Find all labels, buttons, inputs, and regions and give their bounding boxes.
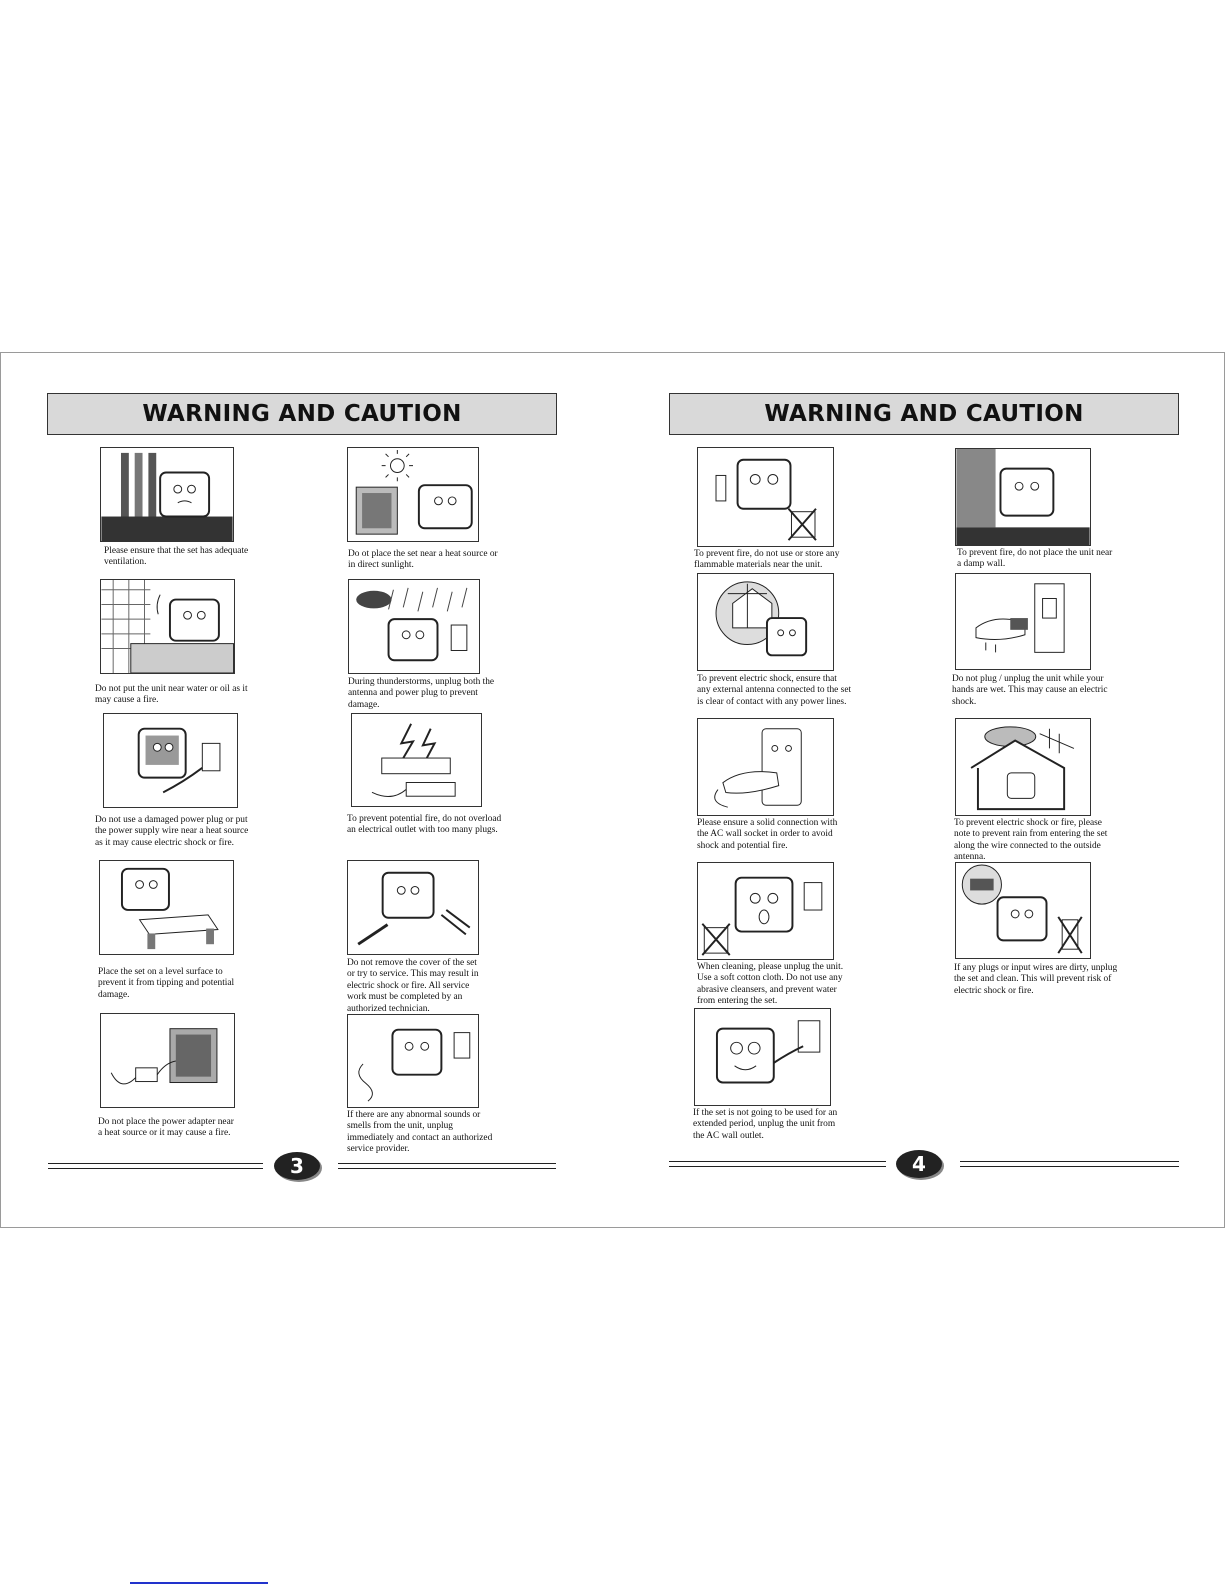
right-footer-rule-right xyxy=(960,1161,1179,1167)
caption-rain-antenna: To prevent electric shock or fire, please note to prevent rain from entering the set along the wire connected to the outside antenna. xyxy=(954,818,1108,863)
caption-damaged-plug: Do not use a damaged power plug or put the power supply wire near a heat source as it may cause electric shock or fire. xyxy=(95,815,249,848)
caption-dirty-plugs: If any plugs or input wires are dirty, unplug the set and clean. This will prevent risk of electric shock or fire. xyxy=(954,963,1118,996)
caption-thunderstorm: During thunderstorms, unplug both the antenna and power plug to prevent damage. xyxy=(348,677,495,710)
damp-wall-illustration xyxy=(955,448,1091,546)
caption-level-surface: Place the set on a level surface to prevent it from tipping and potential damage. xyxy=(98,967,235,1000)
remove-cover-illustration xyxy=(347,860,479,955)
caption-power-adapter: Do not place the power adapter near a heat source or it may cause a fire. xyxy=(98,1117,234,1139)
thunderstorm-illustration xyxy=(348,579,480,674)
right-page-title: WARNING AND CAUTION xyxy=(764,401,1084,427)
caption-extended-period: If the set is not going to be used for an extended period, unplug the unit from the AC wall outlet. xyxy=(693,1108,838,1141)
caption-remove-cover: Do not remove the cover of the set or try to service. This may result in electric shock or fire. All service work must be completed by an authorized technician. xyxy=(347,958,479,1014)
left-page-number: 3 xyxy=(274,1152,320,1180)
right-footer-rule-left xyxy=(669,1161,886,1167)
right-page-title-banner xyxy=(669,393,1179,435)
footer-link-underline[interactable] xyxy=(130,1582,268,1584)
caption-overload-outlet: To prevent potential fire, do not overload an electrical outlet with too many plugs. xyxy=(347,814,502,836)
sunlight-illustration xyxy=(347,447,479,542)
cleaning-illustration xyxy=(697,862,834,960)
caption-antenna-power-lines: To prevent electric shock, ensure that any external antenna connected to the set is clear of contact with any power lines. xyxy=(697,674,852,707)
flammable-materials-illustration xyxy=(697,447,834,547)
caption-flammable-materials: To prevent fire, do not use or store any flammable materials near the unit. xyxy=(694,549,840,571)
left-page-title-banner xyxy=(47,393,557,435)
caption-sunlight: Do ot place the set near a heat source or in direct sunlight. xyxy=(348,549,498,571)
caption-solid-connection: Please ensure a solid connection with the AC wall socket in order to avoid shock and potential fire. xyxy=(697,818,838,851)
caption-abnormal-sounds: If there are any abnormal sounds or smells from the unit, unplug immediately and contact an authorized service provider. xyxy=(347,1110,493,1155)
extended-period-illustration xyxy=(694,1008,831,1106)
solid-connection-illustration xyxy=(697,718,834,816)
abnormal-sounds-illustration xyxy=(347,1014,479,1108)
caption-cleaning: When cleaning, please unplug the unit. Use a soft cotton cloth. Do not use any abrasive cleansers, and prevent water from entering the set. xyxy=(697,962,844,1007)
water-oil-illustration xyxy=(100,579,235,674)
caption-ventilation: Please ensure that the set has adequate ventilation. xyxy=(104,546,249,568)
dirty-plugs-illustration xyxy=(955,862,1091,959)
overload-outlet-illustration xyxy=(351,713,482,807)
left-footer-rule-left xyxy=(48,1163,263,1169)
ventilation-illustration xyxy=(100,447,234,542)
left-page-title: WARNING AND CAUTION xyxy=(142,401,462,427)
level-surface-illustration xyxy=(99,860,234,955)
caption-water-oil: Do not put the unit near water or oil as it may cause a fire. xyxy=(95,684,248,706)
right-page-number: 4 xyxy=(896,1150,942,1178)
power-adapter-illustration xyxy=(100,1013,235,1108)
caption-damp-wall: To prevent fire, do not place the unit near a damp wall. xyxy=(957,548,1113,570)
rain-antenna-illustration xyxy=(955,718,1091,816)
damaged-plug-illustration xyxy=(103,713,238,808)
left-footer-rule-right xyxy=(338,1163,556,1169)
caption-wet-hands: Do not plug / unplug the unit while your hands are wet. This may cause an electric shock. xyxy=(952,674,1108,707)
wet-hands-illustration xyxy=(955,573,1091,670)
antenna-power-lines-illustration xyxy=(697,573,834,671)
